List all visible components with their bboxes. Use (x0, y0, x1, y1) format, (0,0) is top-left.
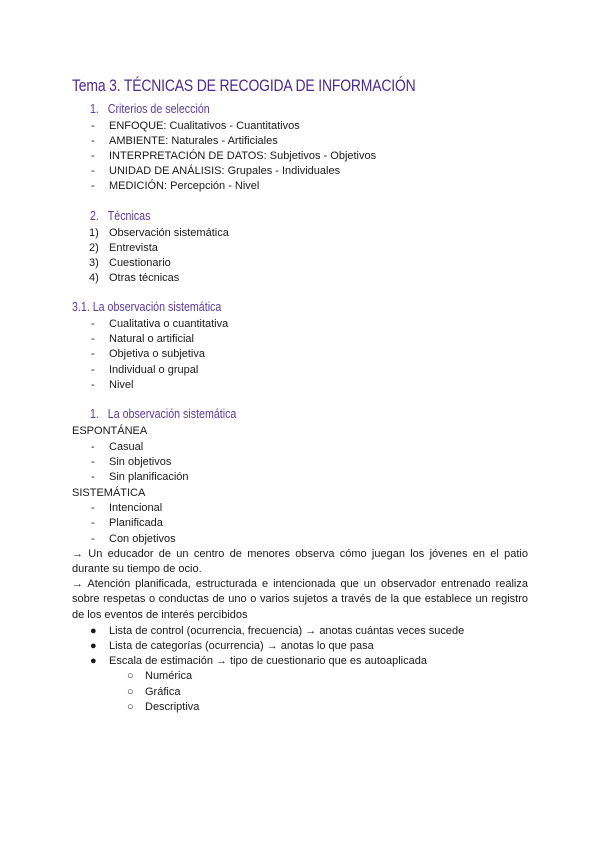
page-title: Tema 3. TÉCNICAS DE RECOGIDA DE INFORMACIÓN (72, 76, 416, 95)
list-item: MEDICIÓN: Percepción - Nivel (109, 180, 260, 192)
dash-marker: - (91, 364, 95, 376)
list-item: Natural o artificial (109, 333, 194, 345)
dash-marker: - (91, 379, 95, 391)
dash-marker: - (91, 150, 95, 162)
dash-marker: - (91, 471, 95, 483)
list-item: Entrevista (109, 242, 158, 254)
paragraph-ejemplo: → Un educador de un centro de menores observa cómo juegan los jóvenes en el patio durante su tiempo de ocio. (72, 548, 528, 576)
list-item: Sin planificación (109, 471, 189, 483)
section-number: 2. (90, 208, 99, 223)
dash-marker: - (91, 502, 95, 514)
list-item: Casual (109, 441, 144, 453)
circle-marker: ○ (127, 686, 134, 698)
list-item: ENFOQUE: Cualitativos - Cuantitativos (109, 120, 300, 132)
dash-marker: - (91, 135, 95, 147)
list-item: Descriptiva (145, 701, 200, 713)
bullet-marker: ● (90, 625, 97, 637)
list-item: Numérica (145, 670, 193, 682)
circle-marker: ○ (127, 670, 134, 682)
dash-marker: - (91, 120, 95, 132)
dash-marker: - (91, 348, 95, 360)
list-item: Cualitativa o cuantitativa (109, 318, 229, 330)
list-item: Planificada (109, 517, 163, 529)
number-marker: 2) (89, 242, 99, 254)
dash-marker: - (91, 180, 95, 192)
list-item: Observación sistemática (109, 227, 229, 239)
number-marker: 3) (89, 257, 99, 269)
section-tecnicas-heading (90, 208, 150, 223)
sistematica-label: SISTEMÁTICA (72, 487, 146, 499)
bullet-marker: ● (90, 640, 97, 652)
dash-marker: - (91, 456, 95, 468)
section-observacion-heading: 3.1. La observación sistemática (72, 299, 222, 314)
dash-marker: - (91, 318, 95, 330)
section-number: 1. (90, 406, 99, 421)
list-item: Objetiva o subjetiva (109, 348, 205, 360)
dash-marker: - (91, 517, 95, 529)
list-item: Gráfica (145, 686, 181, 698)
espontanea-label: ESPONTÁNEA (72, 425, 148, 437)
list-item: UNIDAD DE ANÁLISIS: Grupales - Individuales (109, 165, 341, 177)
number-marker: 1) (89, 227, 99, 239)
section-title: Criterios de selección (107, 101, 210, 116)
list-item: Con objetivos (109, 533, 176, 545)
list-item: AMBIENTE: Naturales - Artificiales (109, 135, 278, 147)
number-marker: 4) (89, 272, 99, 284)
list-item: Lista de control (ocurrencia, frecuencia) → anotas cuántas veces sucede (109, 625, 465, 637)
dash-marker: - (91, 165, 95, 177)
list-item: Sin objetivos (109, 456, 172, 468)
list-item: Lista de categorías (ocurrencia) → anotas lo que pasa (109, 640, 374, 652)
section-title: La observación sistemática (107, 406, 237, 421)
list-item: Cuestionario (109, 257, 171, 269)
list-item: Escala de estimación → tipo de cuestionario que es autoaplicada (109, 655, 427, 667)
dash-marker: - (91, 533, 95, 545)
list-item: INTERPRETACIÓN DE DATOS: Subjetivos - Objetivos (109, 150, 377, 162)
list-item: Intencional (109, 502, 163, 514)
section-observacion-2-heading (90, 406, 236, 421)
section-criterios-heading (90, 101, 210, 116)
paragraph-definicion: → Atención planificada, estructurada e intencionada que un observador entrenado realiza sobre respetas o conductas de uno o varios sujetos a través de la que establece un registro de los eventos de interés percibidos (72, 578, 528, 621)
list-item: Individual o grupal (109, 364, 199, 376)
circle-marker: ○ (127, 701, 134, 713)
dash-marker: - (91, 441, 95, 453)
list-item: Nivel (109, 379, 134, 391)
section-number: 1. (90, 101, 99, 116)
list-item: Otras técnicas (109, 272, 180, 284)
bullet-marker: ● (90, 655, 97, 667)
dash-marker: - (91, 333, 95, 345)
section-title: Técnicas (107, 208, 151, 223)
